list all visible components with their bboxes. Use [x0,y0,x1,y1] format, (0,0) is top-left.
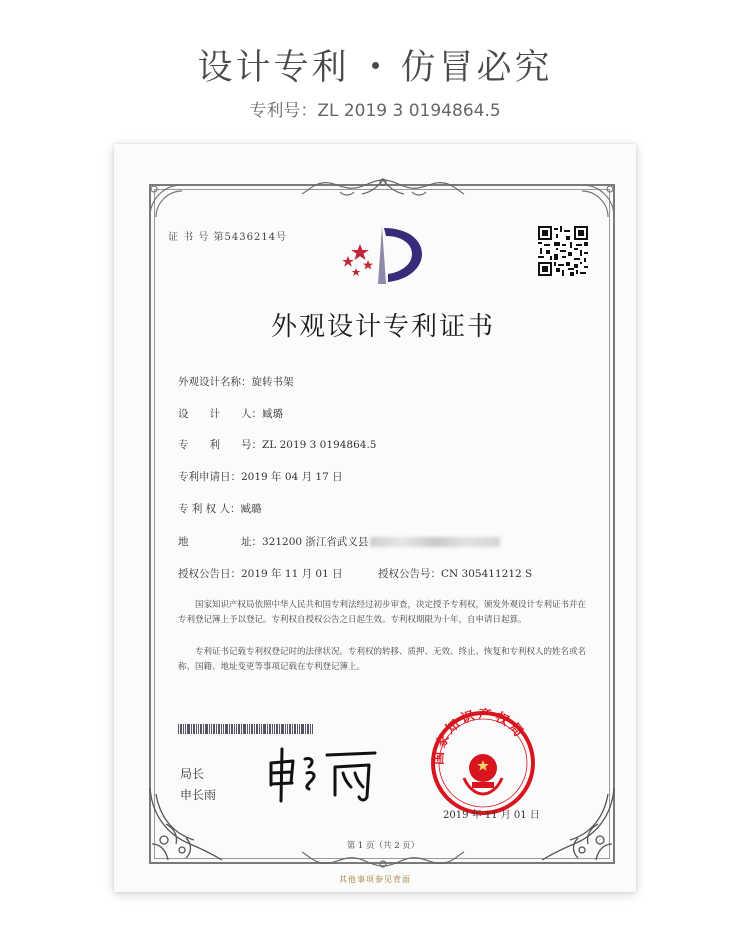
patentee-value: 臧璐 [240,503,262,515]
patent-number-value: ZL 2019 3 0194864.5 [262,439,377,451]
back-note: 其他事项参见背面 [339,875,411,884]
address-label: 地 址： [178,536,262,548]
designer-row [178,406,283,421]
grant-number-label: 授权公告号： [378,568,441,580]
handwritten-signature-icon [265,745,383,803]
certificate-paragraph-1: 国家知识产权局依照中华人民共和国专利法经过初步审查，决定授予专利权，颁发外观设计专利证书并在专利登记簿上予以登记。专利权自授权公告之日起生效。专利权期限为十年，自申请日起算。 [178,600,587,625]
grant-date-value: 2019 年 11 月 01 日 [241,568,343,580]
page-title-left: 设计专利 [197,48,350,88]
chief-name: 申长雨 [180,788,217,802]
corner-ornament-top-right-icon [578,181,618,221]
qr-code-icon [538,226,588,276]
address-row [178,534,500,549]
grant-number-value: CN 305411212 S [441,568,533,580]
designer-value: 臧璐 [262,408,283,420]
certificate-number: 证 书 号 第5436214号 [168,232,288,243]
grant-date-row [178,566,343,581]
design-name-label: 外观设计名称： [178,376,252,388]
corner-ornament-top-left-icon [146,181,186,221]
grant-date-label: 授权公告日： [178,568,241,580]
official-red-seal-icon [428,708,538,818]
design-name-row [178,374,294,389]
top-ornament-icon [300,176,466,202]
grant-number-row [378,566,532,581]
patent-number-row [178,437,376,452]
page-count: 第 1 页（共 2 页） [346,841,420,851]
patentee-label: 专 利 权 人： [178,503,241,515]
seal-date: 2019 年 11 月 01 日 [443,810,540,821]
page-title [0,40,750,90]
designer-label: 设 计 人： [178,408,262,420]
design-name-value: 旋转书架 [251,376,294,388]
seal-text: 国家知识产权局 [431,708,528,766]
certificate-heading: 外观设计专利证书 [270,312,495,342]
barcode-icon [178,724,313,734]
patent-number-subtitle: 专利号：ZL 2019 3 0194864.5 [249,101,501,121]
certificate-paragraph-2: 专利证书记载专利权登记时的法律状况。专利权的转移、质押、无效、终止、恢复和专利权人的姓名或名称、国籍、地址变更等事项记载在专利登记簿上。 [178,647,587,672]
filing-date-label: 专利申请日： [178,471,241,483]
patent-number-label: 专 利 号： [178,439,262,451]
page-title-right: 仿冒必究 [400,48,553,88]
filing-date-row [178,469,343,484]
address-value: 321200 浙江省武义县 [262,536,369,548]
address-redacted [370,537,500,547]
cnipa-logo-icon [338,222,424,286]
corner-ornament-bottom-right-icon [538,784,618,864]
chief-title: 局长 [180,767,205,781]
patentee-row [178,501,262,516]
filing-date-value: 2019 年 04 月 17 日 [241,471,343,483]
title-separator-dot [372,62,379,69]
